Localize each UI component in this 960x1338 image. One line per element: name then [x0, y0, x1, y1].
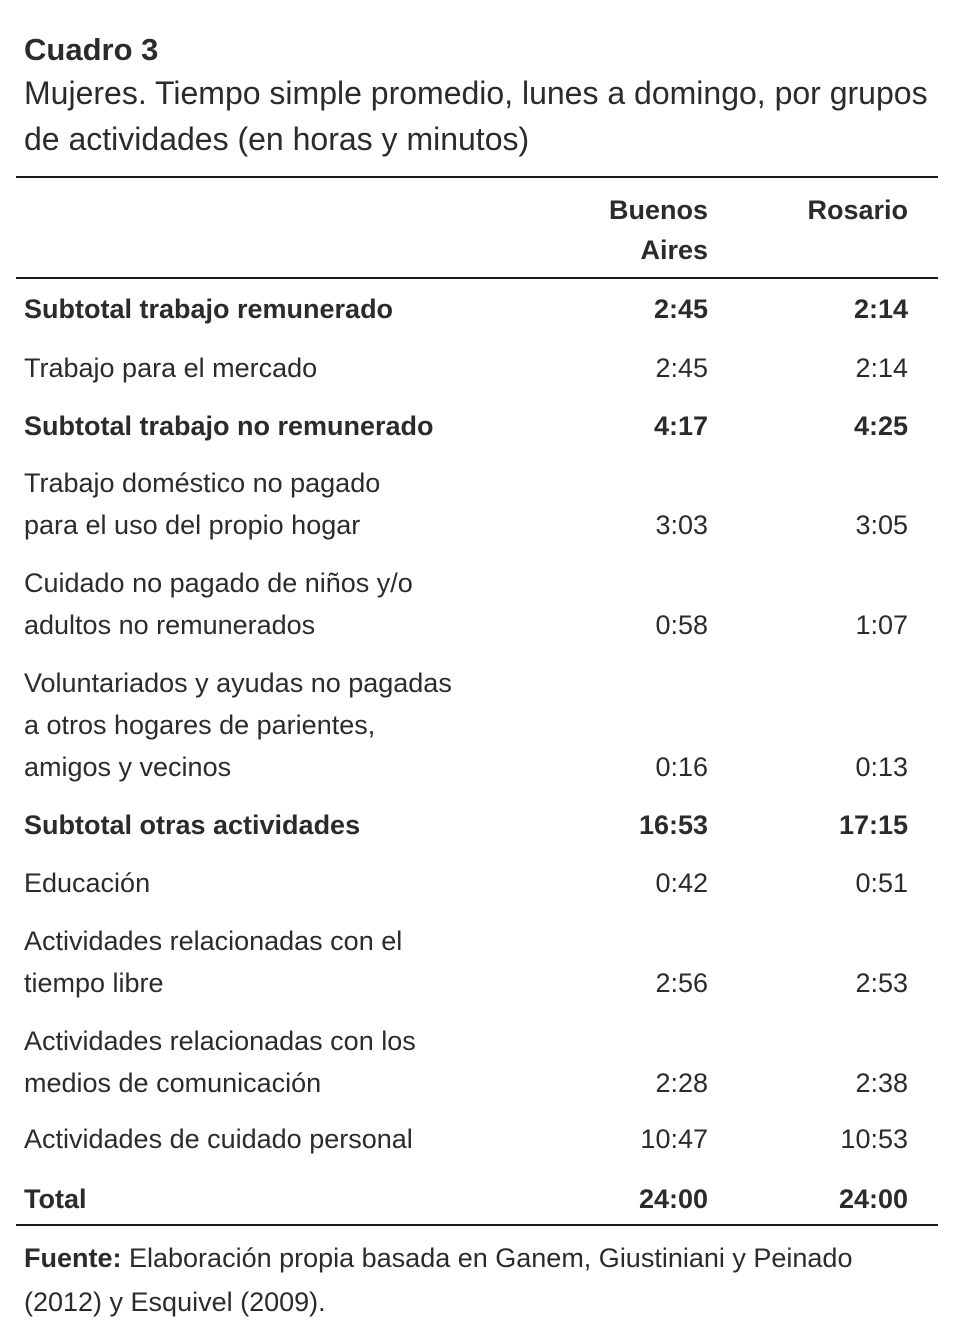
cell-buenos-aires: 0:58: [655, 610, 708, 640]
header-rule: [16, 277, 938, 279]
cell-buenos-aires: 24:00: [638, 1184, 708, 1214]
table-caption: [24, 30, 944, 162]
table-number: Cuadro 3: [24, 32, 159, 67]
bottom-rule: [16, 1224, 938, 1226]
source-text: Elaboración propia basada en Ganem, Giustiniani y Peinado (2012) y Esquivel (2009).: [24, 1243, 853, 1317]
table-title: Mujeres. Tiempo simple promedio, lunes a domingo, por grupos de actividades (en horas y minutos): [24, 75, 928, 157]
cell-rosario: 0:13: [855, 752, 908, 782]
row-label: Subtotal otras actividades: [24, 810, 361, 840]
row-label: Voluntariados y ayudas no pagadas a otros hogares de parientes, amigos y vecinos: [24, 668, 452, 782]
source-note: [24, 1236, 924, 1324]
cell-buenos-aires: 4:17: [653, 411, 708, 441]
cell-buenos-aires: 2:28: [655, 1068, 708, 1098]
row-label: Actividades de cuidado personal: [24, 1124, 413, 1154]
cell-rosario: 0:51: [855, 868, 908, 898]
row-label: Educación: [24, 868, 151, 898]
row-label: Actividades relacionadas con el tiempo libre: [24, 926, 403, 998]
cell-rosario: 2:14: [853, 294, 908, 324]
row-label: Trabajo doméstico no pagado para el uso del propio hogar: [24, 468, 381, 540]
cell-rosario: 10:53: [840, 1124, 908, 1154]
source-label: Fuente:: [24, 1243, 122, 1273]
row-label: Actividades relacionadas con los medios de comunicación: [24, 1026, 416, 1098]
cell-buenos-aires: 2:56: [655, 968, 708, 998]
top-rule: [16, 176, 938, 178]
cell-rosario: 17:15: [838, 810, 908, 840]
cell-rosario: 2:53: [855, 968, 908, 998]
cell-buenos-aires: 10:47: [640, 1124, 708, 1154]
row-label: Total: [24, 1184, 87, 1214]
cell-rosario: 3:05: [855, 510, 908, 540]
header-rosario: Rosario: [807, 195, 908, 225]
cell-rosario: 4:25: [853, 411, 908, 441]
row-label: Subtotal trabajo no remunerado: [24, 411, 434, 441]
cell-buenos-aires: 2:45: [653, 294, 708, 324]
cell-rosario: 2:14: [855, 353, 908, 383]
cell-buenos-aires: 0:16: [655, 752, 708, 782]
cell-buenos-aires: 0:42: [655, 868, 708, 898]
cell-rosario: 1:07: [855, 610, 908, 640]
cell-buenos-aires: 3:03: [655, 510, 708, 540]
cell-buenos-aires: 16:53: [638, 810, 708, 840]
header-buenos-aires: Buenos Aires: [608, 195, 708, 265]
cell-rosario: 2:38: [855, 1068, 908, 1098]
cell-rosario: 24:00: [838, 1184, 908, 1214]
row-label: Cuidado no pagado de niños y/o adultos no remunerados: [24, 568, 413, 640]
row-label: Trabajo para el mercado: [24, 353, 318, 383]
cell-buenos-aires: 2:45: [655, 353, 708, 383]
header-row: [16, 190, 938, 274]
row-label: Subtotal trabajo remunerado: [24, 294, 394, 324]
